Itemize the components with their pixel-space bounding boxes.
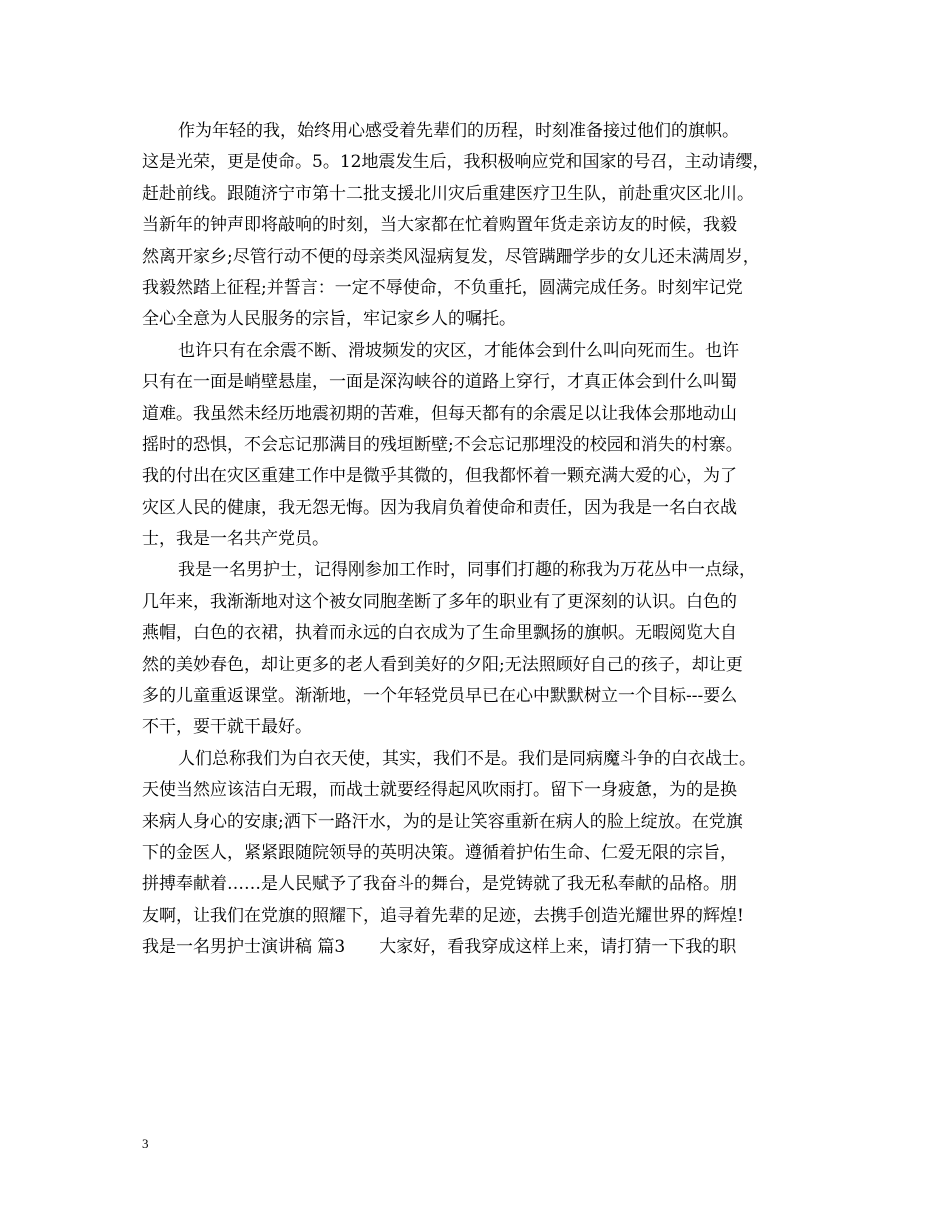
text-line: 摇时的恐惧，不会忘记那满目的残垣断壁;不会忘记那埋没的校园和消失的村寨。	[142, 434, 743, 455]
text-line: 我是一名男护士演讲稿 篇3 大家好，看我穿成这样上来，请打猜一下我的职	[142, 937, 737, 958]
text-line: 灾区人民的健康，我无怨无悔。因为我肩负着使命和责任，因为我是一名白衣战	[142, 497, 737, 518]
text-line: 我的付出在灾区重建工作中是微乎其微的，但我都怀着一颗充满大爱的心，为了	[142, 466, 737, 487]
text-line: 当新年的钟声即将敲响的时刻，当大家都在忙着购置年货走亲访友的时候，我毅	[142, 215, 737, 236]
text-line: 来病人身心的安康;洒下一路汗水，为的是让笑容重新在病人的脸上绽放。在党旗	[142, 811, 743, 832]
text-line: 全心全意为人民服务的宗旨，牢记家乡人的嘱托。	[142, 309, 516, 330]
text-line: 拼搏奉献着……是人民赋予了我奋斗的舞台，是党铸就了我无私奉献的品格。朋	[142, 874, 737, 895]
text-line: 人们总称我们为白衣天使，其实，我们不是。我们是同病魔斗争的白衣战士。	[178, 748, 756, 769]
text-line: 作为年轻的我，始终用心感受着先辈们的历程，时刻准备接过他们的旗帜。	[178, 121, 739, 141]
text-line: 赶赴前线。跟随济宁市第十二批支援北川灾后重建医疗卫生队，前赴重灾区北川。	[142, 183, 754, 204]
text-line: 只有在一面是峭壁悬崖，一面是深沟峡谷的道路上穿行，才真正体会到什么叫蜀	[142, 372, 737, 393]
text-line: 然离开家乡;尽管行动不便的母亲类风湿病复发，尽管蹒跚学步的女儿还未满周岁，	[142, 246, 760, 267]
text-line: 下的金医人，紧紧跟随院领导的英明决策。遵循着护佑生命、仁爱无限的宗旨，	[142, 842, 737, 863]
text-line: 道难。我虽然未经历地震初期的苦难，但每天都有的余震足以让我体会那地动山	[142, 403, 737, 424]
text-line: 我是一名男护士，记得刚参加工作时，同事们打趣的称我为万花丛中一点绿，	[178, 560, 756, 581]
page-number: 3	[142, 1136, 149, 1151]
text-line: 不干，要干就干最好。	[142, 717, 312, 738]
text-line: 燕帽，白色的衣裙，执着而永远的白衣成为了生命里飘扬的旗帜。无暇阅览大自	[142, 623, 737, 644]
body-text	[142, 116, 822, 964]
text-line: 士，我是一名共产党员。	[142, 529, 329, 550]
text-line: 也许只有在余震不断、滑坡频发的灾区，才能体会到什么叫向死而生。也许	[178, 340, 739, 361]
text-line: 我毅然踏上征程;并誓言：一定不辱使命，不负重托，圆满完成任务。时刻牢记党	[142, 277, 743, 298]
text-line: 这是光荣，更是使命。5。12地震发生后，我积极响应党和国家的号召，主动请缨，	[142, 152, 770, 173]
text-line: 多的儿童重返课堂。渐渐地，一个年轻党员早已在心中默默树立一个目标---要么	[142, 686, 738, 707]
text-line: 然的美妙春色，却让更多的老人看到美好的夕阳;无法照顾好自己的孩子，却让更	[142, 654, 743, 675]
text-line: 天使当然应该洁白无瑕，而战士就要经得起风吹雨打。留下一身疲惫，为的是换	[142, 780, 737, 801]
text-line: 友啊，让我们在党旗的照耀下，追寻着先辈的足迹，去携手创造光耀世界的辉煌!	[142, 905, 744, 926]
text-line: 几年来，我渐渐地对这个被女同胞垄断了多年的职业有了更深刻的认识。白色的	[142, 591, 737, 612]
